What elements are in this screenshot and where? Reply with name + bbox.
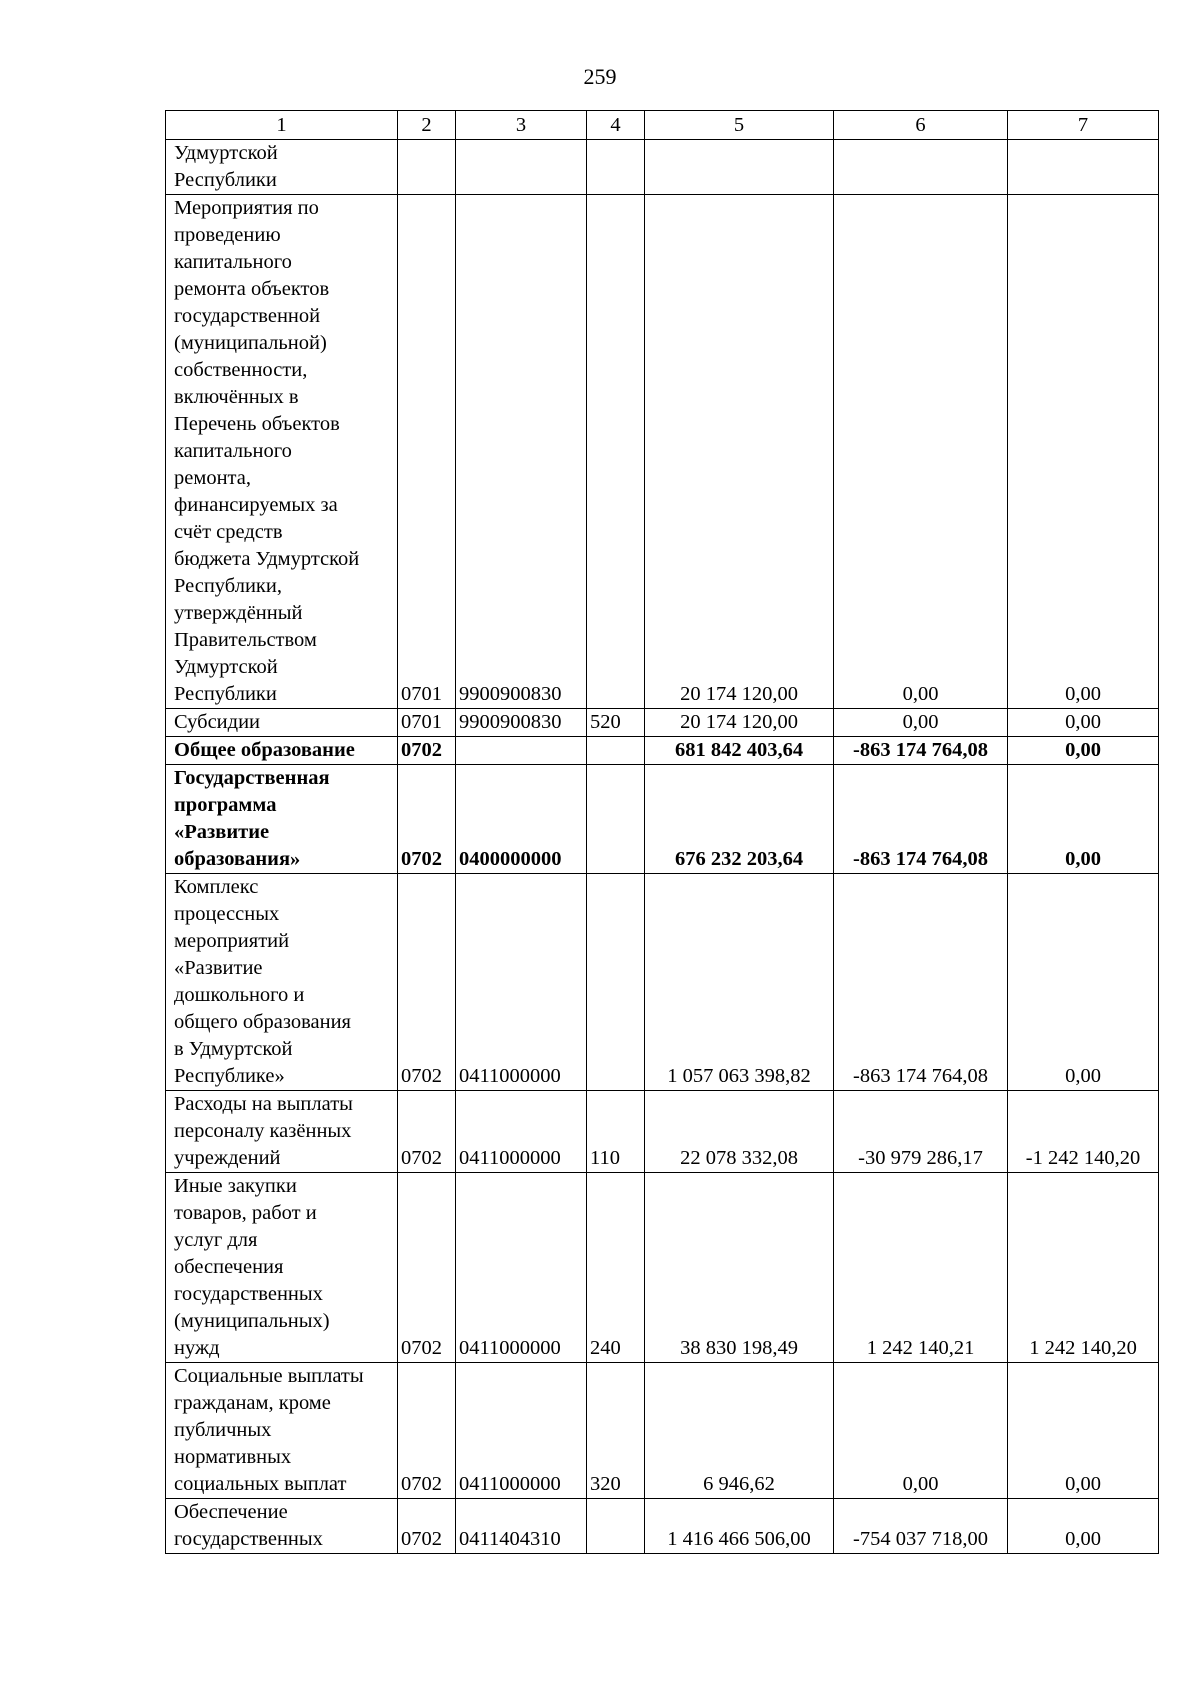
table-row — [166, 737, 1159, 765]
section-code-cell: 0702 — [398, 1363, 456, 1499]
expense-type-cell: 240 — [587, 1173, 645, 1363]
row-name-cell: Обеспечение государственных — [166, 1499, 398, 1554]
amount-col5-cell: 38 830 198,49 — [645, 1173, 834, 1363]
amount-col5-cell: 681 842 403,64 — [645, 737, 834, 765]
column-header: 1 — [166, 111, 398, 140]
amount-col7-cell: 1 242 140,20 — [1008, 1173, 1159, 1363]
row-name-cell: Комплекс процессных мероприятий «Развитие дошкольного и общего образования в Удмуртской Республике» — [166, 874, 398, 1091]
table-row — [166, 765, 1159, 874]
section-code-cell: 0701 — [398, 709, 456, 737]
amount-col6-cell: 1 242 140,21 — [834, 1173, 1008, 1363]
expense-type-cell: 520 — [587, 709, 645, 737]
expense-type-cell — [587, 195, 645, 709]
amount-col7-cell: 0,00 — [1008, 737, 1159, 765]
column-header: 3 — [456, 111, 587, 140]
amount-col7-cell: 0,00 — [1008, 1363, 1159, 1499]
header-row — [166, 111, 1159, 140]
target-code-cell: 0400000000 — [456, 765, 587, 874]
amount-col5-cell: 20 174 120,00 — [645, 709, 834, 737]
section-code-cell: 0702 — [398, 1091, 456, 1173]
amount-col5-cell: 20 174 120,00 — [645, 195, 834, 709]
expense-type-cell — [587, 765, 645, 874]
table-row — [166, 709, 1159, 737]
expense-type-cell — [587, 1499, 645, 1554]
table-row — [166, 1173, 1159, 1363]
target-code-cell: 0411000000 — [456, 874, 587, 1091]
amount-col7-cell: 0,00 — [1008, 195, 1159, 709]
row-name-cell: Расходы на выплаты персоналу казённых учреждений — [166, 1091, 398, 1173]
amount-col5-cell: 676 232 203,64 — [645, 765, 834, 874]
table-row — [166, 140, 1159, 195]
amount-col6-cell: -863 174 764,08 — [834, 765, 1008, 874]
amount-col7-cell: 0,00 — [1008, 765, 1159, 874]
expense-type-cell — [587, 874, 645, 1091]
amount-col6-cell: -863 174 764,08 — [834, 737, 1008, 765]
amount-col7-cell: 0,00 — [1008, 874, 1159, 1091]
amount-col7-cell — [1008, 140, 1159, 195]
amount-col5-cell: 1 057 063 398,82 — [645, 874, 834, 1091]
section-code-cell: 0701 — [398, 195, 456, 709]
amount-col7-cell: 0,00 — [1008, 709, 1159, 737]
row-name-cell: Иные закупки товаров, работ и услуг для обеспечения государственных (муниципальных) нужд — [166, 1173, 398, 1363]
page-number: 259 — [583, 64, 617, 89]
target-code-cell: 9900900830 — [456, 195, 587, 709]
table-row — [166, 874, 1159, 1091]
section-code-cell: 0702 — [398, 1173, 456, 1363]
target-code-cell: 0411404310 — [456, 1499, 587, 1554]
amount-col6-cell: -30 979 286,17 — [834, 1091, 1008, 1173]
amount-col6-cell: -863 174 764,08 — [834, 874, 1008, 1091]
table-row — [166, 195, 1159, 709]
target-code-cell — [456, 140, 587, 195]
section-code-cell — [398, 140, 456, 195]
amount-col7-cell: 0,00 — [1008, 1499, 1159, 1554]
amount-col6-cell: -754 037 718,00 — [834, 1499, 1008, 1554]
amount-col7-cell: -1 242 140,20 — [1008, 1091, 1159, 1173]
section-code-cell: 0702 — [398, 1499, 456, 1554]
column-header: 2 — [398, 111, 456, 140]
target-code-cell — [456, 737, 587, 765]
column-header: 5 — [645, 111, 834, 140]
target-code-cell: 0411000000 — [456, 1173, 587, 1363]
column-header: 6 — [834, 111, 1008, 140]
table-row — [166, 1363, 1159, 1499]
table-row — [166, 1499, 1159, 1554]
budget-table — [165, 110, 1159, 1554]
row-name-cell: Социальные выплаты гражданам, кроме публичных нормативных социальных выплат — [166, 1363, 398, 1499]
expense-type-cell — [587, 737, 645, 765]
column-header: 7 — [1008, 111, 1159, 140]
row-name-cell: Мероприятия по проведению капитального ремонта объектов государственной (муниципальной) собственности, включённых в Перечень объектов капитального ремонта, финансируемых за счёт средств бюджета Удмуртской Республики, утверждённый Правительством Удмуртской Республики — [166, 195, 398, 709]
row-name-cell: Общее образование — [166, 737, 398, 765]
target-code-cell: 9900900830 — [456, 709, 587, 737]
expense-type-cell: 110 — [587, 1091, 645, 1173]
target-code-cell: 0411000000 — [456, 1363, 587, 1499]
amount-col6-cell: 0,00 — [834, 1363, 1008, 1499]
expense-type-cell: 320 — [587, 1363, 645, 1499]
row-name-cell: Субсидии — [166, 709, 398, 737]
amount-col5-cell: 1 416 466 506,00 — [645, 1499, 834, 1554]
section-code-cell: 0702 — [398, 874, 456, 1091]
table-body — [166, 140, 1159, 1554]
amount-col5-cell — [645, 140, 834, 195]
column-header: 4 — [587, 111, 645, 140]
section-code-cell: 0702 — [398, 765, 456, 874]
amount-col5-cell: 6 946,62 — [645, 1363, 834, 1499]
amount-col6-cell: 0,00 — [834, 709, 1008, 737]
amount-col5-cell: 22 078 332,08 — [645, 1091, 834, 1173]
amount-col6-cell — [834, 140, 1008, 195]
expense-type-cell — [587, 140, 645, 195]
target-code-cell: 0411000000 — [456, 1091, 587, 1173]
row-name-cell: Удмуртской Республики — [166, 140, 398, 195]
section-code-cell: 0702 — [398, 737, 456, 765]
row-name-cell: Государственная программа «Развитие образования» — [166, 765, 398, 874]
table-row — [166, 1091, 1159, 1173]
amount-col6-cell: 0,00 — [834, 195, 1008, 709]
